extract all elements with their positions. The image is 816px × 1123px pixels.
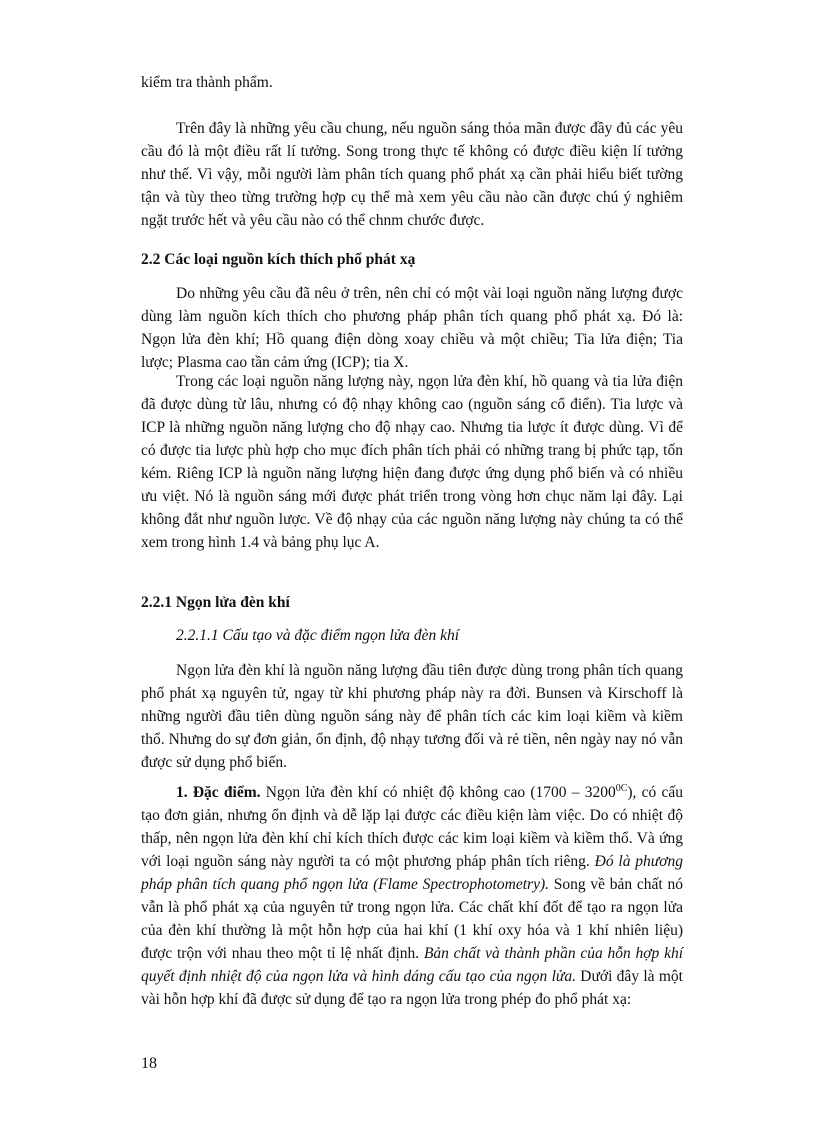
characteristics-line-5: pháp phân tích quang phổ ngọn lửa (Flame Spectrophotometry). Song về bản chất nó (141, 876, 683, 893)
section-heading: 2.2 Các loại nguồn kích thích phổ phát xạ (141, 251, 416, 268)
paragraph-characteristics: 1. Đặc điểm. Ngọn lửa đèn khí có nhiệt độ không cao $(1700 - 3200^{0C})$, có cấu tạo đơn giản, nhưng ổn định và dễ lặp lại được các điều kiện làm việc. Do có nhiệt độ thấp, nên ngọn lửa đèn khí chỉ kích thích được các kim loại kiềm và kiềm thổ. Và ứng với loại nguồn sáng này người ta có một phương pháp phân tích riêng. Đó là phương pháp phân tích quang phổ ngọn lửa (Flame Spectrophotometry). Song về bản chất nó vẫn là phổ phát xạ của nguyên tử trong ngọn lửa. Các chất khí đốt để tạo ra ngọn lửa của đèn khí thường là một hỗn hợp của hai khí (1 khí oxy hóa và 1 khí nhiên liệu) được trộn với nhau theo một tỉ lệ nhất định. Bản chất và thành phần của hỗn hợp khí quyết định nhiệt độ của ngọn lửa và hình dáng cấu tạo của ngọn lửa. Dưới đây là một vài hỗn hợp khí đã được sử dụng để tạo ra ngọn lửa trong phép đo phổ phát xạ: (141, 782, 683, 1008)
characteristics-line-1: 1. Đặc điểm. Ngọn lửa đèn khí có nhiệt độ không cao $(1700 - 3200^{0C})$, có cấu (176, 782, 683, 801)
characteristics-line-9: quyết định nhiệt độ của ngọn lửa và hình dáng cấu tạo của ngọn lửa. Dưới đây là một (141, 968, 683, 985)
subsection-heading: 2.2.1 Ngọn lửa đèn khí (141, 594, 290, 611)
paragraph-flame-intro: Ngọn lửa đèn khí là nguồn năng lượng đầu tiên được dùng trong phân tích quang phổ phát xạ nguyên tử, ngay từ khi phương pháp này ra đời. Bunsen và Kirschoff là những người đầu tiên dùng nguồn sáng này để phân tích các kim loại kiềm và kiềm thổ. Nhưng do sự đơn giản, ổn định, độ nhạy tương đối và rẻ tiền, nên ngày nay nó vẫn được sử dụng phổ biến. (141, 662, 683, 771)
paragraph-source-types: Do những yêu cầu đã nêu ở trên, nên chỉ có một vài loại nguồn năng lượng được dùng làm nguồn kích thích cho phương pháp phân tích quang phổ phát xạ. Đó là: Ngọn lửa đèn khí; Hồ quang điện dòng xoay chiều và một chiều; Tia lửa điện; Tia lược; Plasma cao tần cảm ứng (ICP); tia X. (141, 285, 683, 371)
characteristics-line-4: với loại nguồn sáng này người ta có một phương pháp phân tích riêng. Đó là phương (141, 853, 683, 870)
characteristics-line-8: được trộn với nhau theo một tỉ lệ nhất định. Bản chất và thành phần của hỗn hợp khí (141, 945, 683, 962)
paragraph-continuation: kiểm tra thành phẩm. (141, 74, 273, 91)
paragraph-sensitivity: Trong các loại nguồn năng lượng này, ngọn lửa đèn khí, hồ quang và tia lửa điện đã được dùng từ lâu, nhưng có độ nhạy không cao (nguồn sáng cổ điển). Tia lược và ICP là những nguồn năng lượng cho độ nhạy cao. Nhưng tia lược ít được dùng. Vì để có được tia lược phù hợp cho mục đích phân tích phải có những trang bị phức tạp, tốn kém. Riêng ICP là nguồn năng lượng hiện đang được ứng dụng phổ biến và có nhiều ưu việt. Nó là nguồn sáng mới được phát triển trong vòng hơn chục năm lại đây. Lại không đắt như nguồn lược. Về độ nhạy của các nguồn năng lượng này chúng ta có thể xem trong hình 1.4 và bảng phụ lục A. (141, 373, 683, 551)
page-number: 18 (141, 1055, 157, 1072)
subsubsection-heading: 2.2.1.1 Cấu tạo và đặc điểm ngọn lửa đèn khí (176, 627, 460, 644)
paragraph-requirements: Trên đây là những yêu cầu chung, nếu nguồn sáng thỏa mãn được đầy đủ các yêu cầu đó là một điều rất lí tưởng. Song trong thực tế không có được điều kiện lí tưởng như thế. Vì vậy, mỗi người làm phân tích quang phổ phát xạ cần phải hiểu biết tường tận và tùy theo từng trường hợp cụ thể mà xem yêu cầu nào cần được chú ý nghiêm ngặt trước hết và yêu cầu nào có thể chnm chước được. (141, 120, 683, 229)
